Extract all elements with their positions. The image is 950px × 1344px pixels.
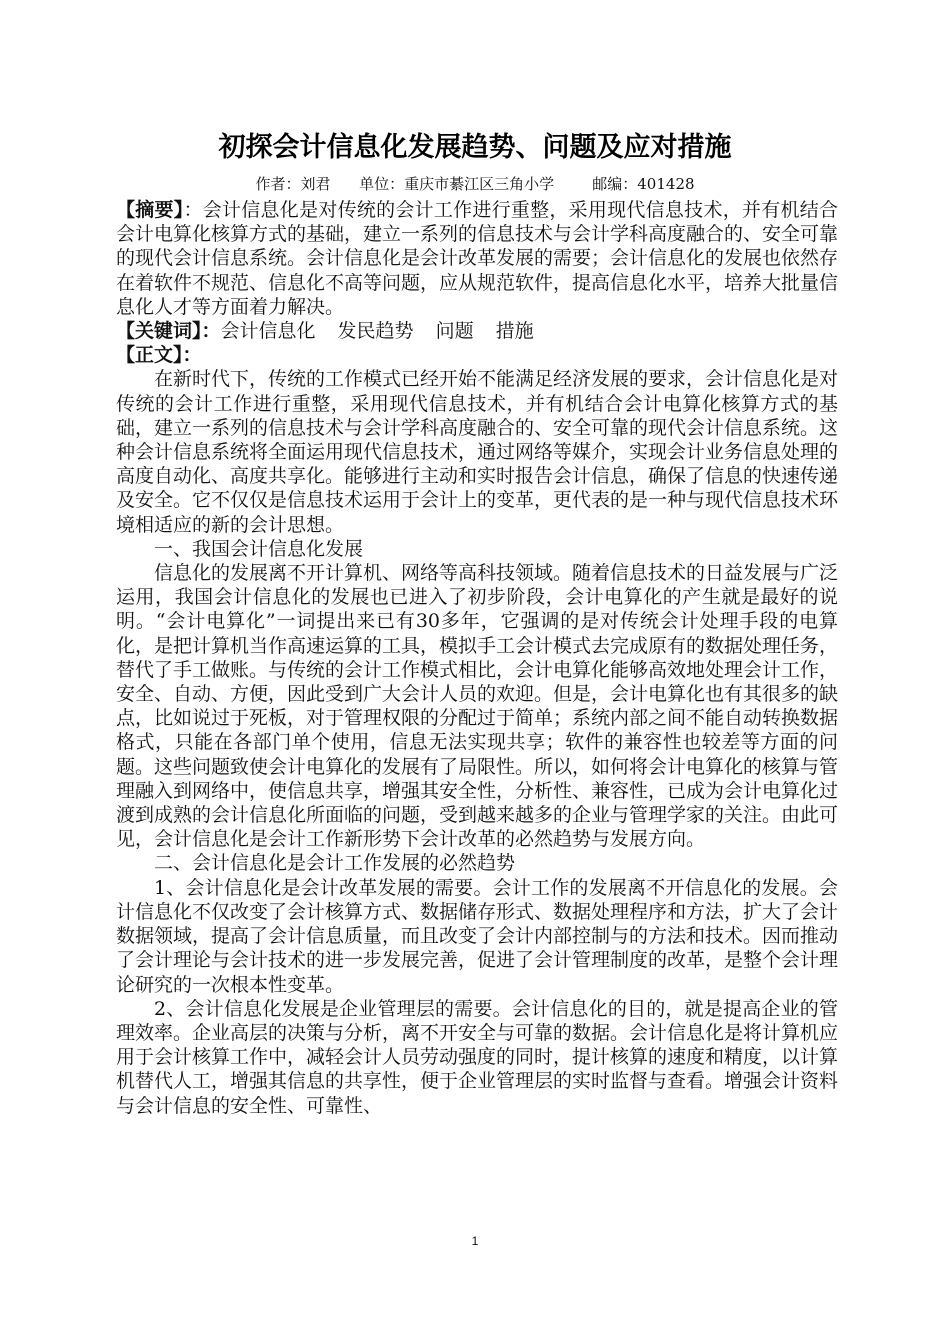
postcode: 邮编：401428: [592, 175, 695, 193]
author-line: [0, 173, 950, 195]
keywords-label: 【关键词】: [116, 320, 202, 343]
keyword-item: 问题: [435, 320, 474, 343]
article-body: [116, 198, 838, 1118]
document-title: 初探会计信息化发展趋势、问题及应对措施: [218, 132, 732, 163]
paragraph: 1、会计信息化是会计改革发展的需要。会计工作的发展离不开信息化的发展。会计信息化不仅改变了会计核算方式、数据储存形式、数据处理程序和方法，扩大了会计数据领域，提高了会计信息质量，而且改变了会计内部控制与的方法和技术。因而推动了会计理论与会计技术的进一步发展完善，促进了会计管理制度的改革，是整个会计理论研究的一次根本性变革。: [116, 876, 839, 996]
section-heading: 二、会计信息化是会计工作发展的必然趋势: [154, 852, 516, 875]
abstract-label: 【摘要】: [116, 199, 184, 221]
author: 作者：刘君: [255, 175, 331, 193]
keyword-item: 措施: [495, 320, 534, 343]
paragraph: 2、会计信息化发展是企业管理层的需要。会计信息化的目的，就是提高企业的管理效率。企业高层的决策与分析，离不开安全与可靠的数据。会计信息化是将计算机应用于会计核算工作中，减轻会计人员劳动强度的同时，提计核算的速度和精度，以计算机替代人工，增强其信息的共享性，便于企业管理层的实时监督与查看。增强会计资料与会计信息的安全性、可靠性、: [116, 997, 839, 1117]
body-label: 【正文】: [116, 344, 183, 367]
body-label-sep: ：: [182, 344, 202, 367]
keywords: [116, 319, 838, 343]
keyword-item: 会计信息化: [220, 320, 316, 343]
keyword-item: 发民趋势: [337, 320, 414, 343]
abstract-text: ：会计信息化是对传统的会计工作进行重整，采用现代信息技术，并有机结合会计电算化核算方式的基础，建立一系列的信息技术与会计学科高度融合的、安全可靠的现代会计信息系统。会计信息化是会计改革发展的需要；会计信息化的发展也依然存在着软件不规范、信息化不高等问题，应从规范软件，提高信息化水平，培养大批量信息化人才等方面着力解决。: [116, 199, 839, 318]
section-heading: 一、我国会计信息化发展: [154, 537, 364, 560]
keywords-sep: ：: [201, 320, 221, 343]
page-number: 1: [471, 1234, 479, 1248]
paragraph: 信息化的发展离不开计算机、网络等高科技领域。随着信息技术的日益发展与广泛运用，我国会计信息化的发展也已进入了初步阶段，会计电算化的产生就是最好的说明。“会计电算化”一词提出来已有30多年，它强调的是对传统会计处理手段的电算化，是把计算机当作高速运算的工具，模拟手工会计模式去完成原有的数据处理任务，替代了手工做账。与传统的会计工作模式相比，会计电算化能够高效地处理会计工作，安全、自动、方便，因此受到广大会计人员的欢迎。但是，会计电算化也有其很多的缺点，比如说过于死板，对于管理权限的分配过于简单；系统内部之间不能自动转换数据格式，只能在各部门单个使用，信息无法实现共享；软件的兼容性也较差等方面的问题。这些问题致使会计电算化的发展有了局限性。所以，如何将会计电算化的核算与管理融入到网络中，使信息共享，增强其安全性，分析性、兼容性，已成为会计电算化过渡到成熟的会计信息化所面临的问题，受到越来越多的企业与管理学家的关注。由此可见，会计信息化是会计工作新形势下会计改革的必然趋势与发展方向。: [116, 562, 839, 851]
paragraph: 在新时代下，传统的工作模式已经开始不能满足经济发展的要求，会计信息化是对传统的会计工作进行重整，采用现代信息技术，并有机结合会计电算化核算方式的基础，建立一系列的信息技术与会计学科高度融合的、安全可靠的现代会计信息系统。这种会计信息系统将全面运用现代信息技术，通过网络等媒介，实现会计业务信息处理的高度自动化、高度共享化。能够进行主动和实时报告会计信息，确保了信息的快速传递及安全。它不仅仅是信息技术运用于会计上的变革，更代表的是一种与现代信息技术环境相适应的新的会计思想。: [116, 368, 839, 536]
abstract: [116, 198, 838, 319]
unit: 单位：重庆市綦江区三角小学: [359, 175, 555, 193]
body-heading: [116, 343, 838, 367]
